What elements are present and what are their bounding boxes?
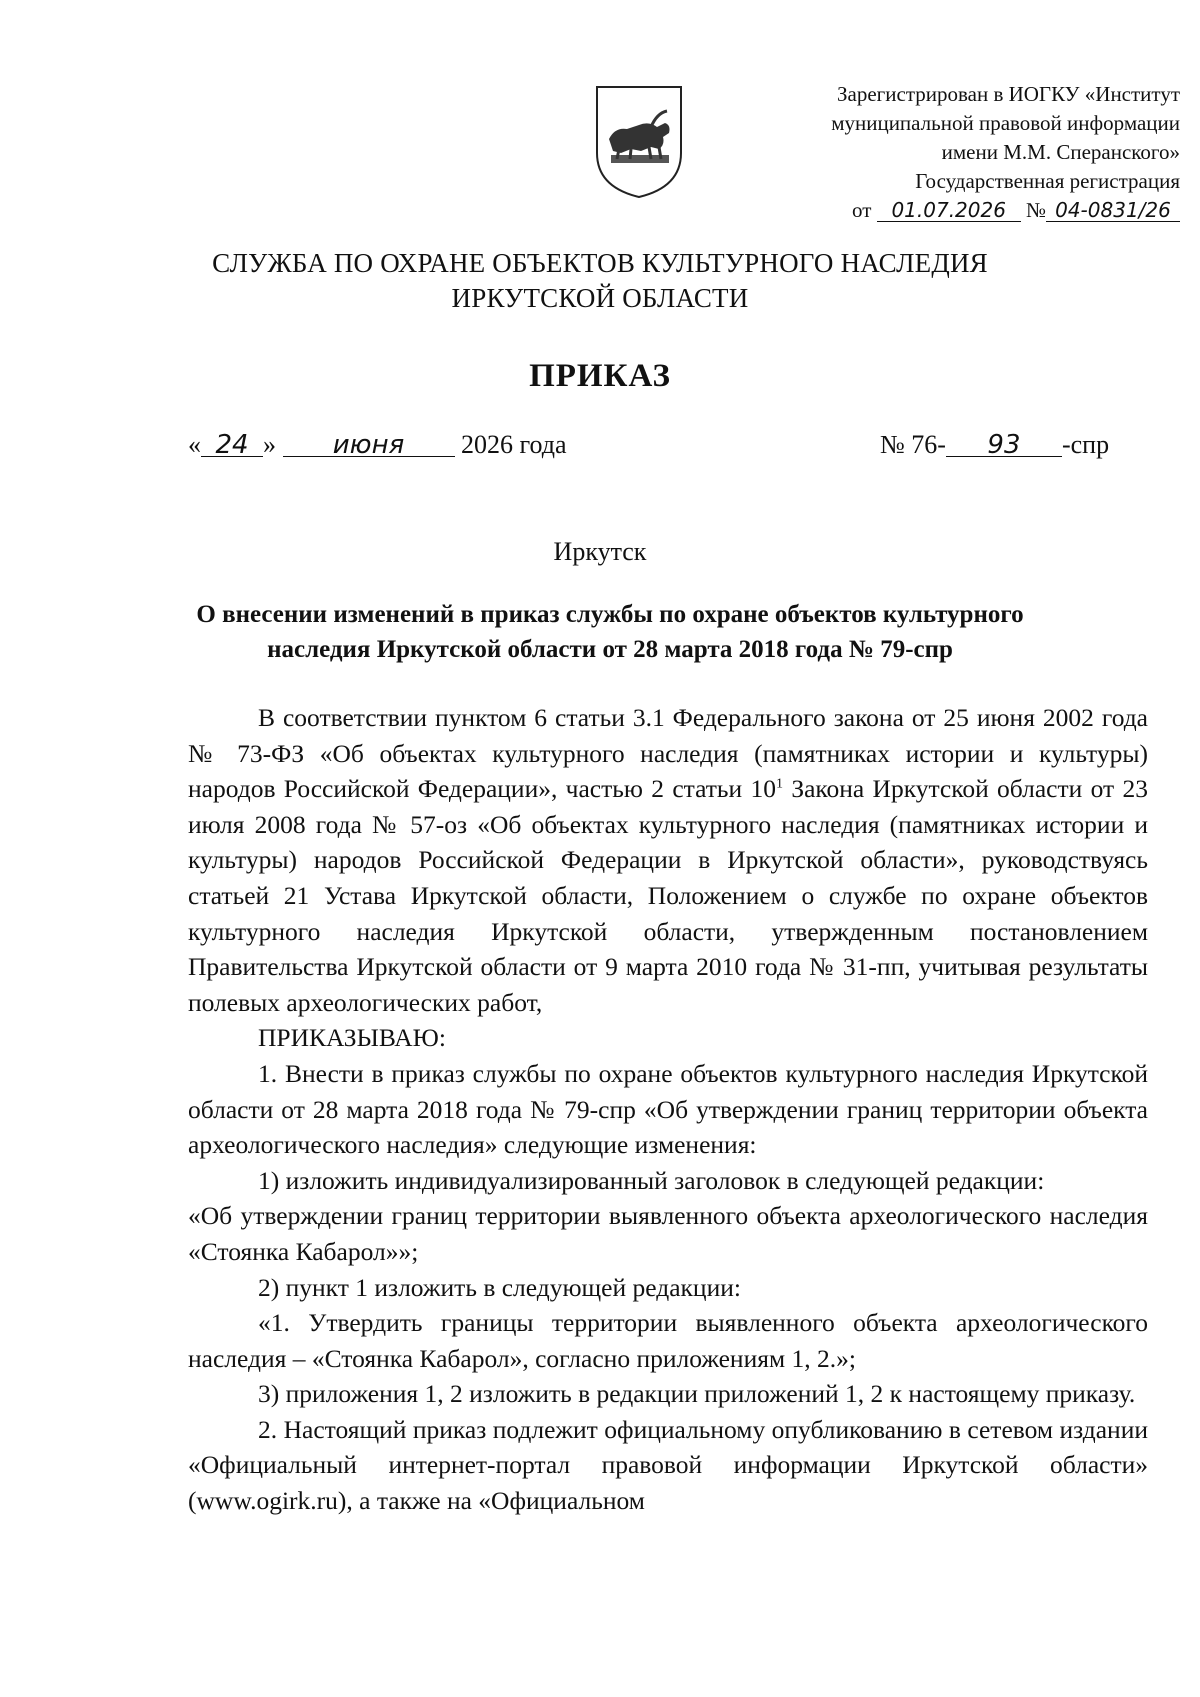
registration-line: муниципальной правовой информации xyxy=(831,111,1180,135)
registration-number-prefix: № xyxy=(1025,198,1046,222)
order-number-value: 93 xyxy=(946,434,1062,457)
order-date xyxy=(188,430,567,460)
registration-line: Зарегистрирован в ИОГКУ «Институт xyxy=(836,82,1180,106)
agency-name xyxy=(150,246,1050,316)
subject-line: наследия Иркутской области от 28 марта 2018 года № 79-спр xyxy=(267,636,953,663)
superscript: 1 xyxy=(776,776,783,792)
document-title: ПРИКАЗ xyxy=(529,358,671,394)
city: Иркутск xyxy=(553,537,647,566)
order-body xyxy=(188,700,1148,1519)
agency-name-line: ИРКУТСКОЙ ОБЛАСТИ xyxy=(451,283,749,313)
quoted-text: «Об утверждении границ территории выявленного объекта археологического наследия «Стоянка Кабарол»»; xyxy=(188,1201,1148,1266)
order-subitem: 2) пункт 1 изложить в следующей редакции: xyxy=(258,1272,741,1302)
order-subitem: 1) изложить индивидуализированный заголовок в следующей редакции: xyxy=(258,1165,1045,1195)
registration-date-line xyxy=(760,196,1180,225)
order-subitem: 3) приложения 1, 2 изложить в редакции приложений 1, 2 к настоящему приказу. xyxy=(258,1379,1136,1409)
date-close-quote: » xyxy=(263,430,276,459)
order-number xyxy=(880,430,1109,460)
order-number-prefix: № 76- xyxy=(880,430,946,459)
order-item: 2. Настоящий приказ подлежит официальному опубликованию в сетевом издании «Официальный интернет-портал правовой информации Иркутской области» (www.ogirk.ru), а также на «Официальном xyxy=(188,1414,1148,1516)
quoted-text: «1. Утвердить границы территории выявленного объекта археологического наследия – «Стоянка Кабарол», согласно приложениям 1, 2.»; xyxy=(188,1308,1148,1373)
order-number-suffix: -спр xyxy=(1061,430,1110,459)
preamble-text: Закона Иркутской области от 23 июля 2008 года № 57-оз «Об объектах культурного наследия (памятниках истории и культуры) народов Российской Федерации в Иркутской области», руководствуясь статьей 21 Устава Иркутской области, Положением о службе по охране объектов культурного наследия Иркутской области, утвержденным постановлением Правительства Иркутской области от 9 марта 2010 года № 31-пп, учитывая результаты полевых археологических работ, xyxy=(188,774,1148,1017)
subject-line: О внесении изменений в приказ службы по охране объектов культурного xyxy=(196,601,1024,628)
registration-date-prefix: от xyxy=(852,198,872,222)
registration-line: имени М.М. Сперанского» xyxy=(941,140,1180,164)
order-year: 2026 года xyxy=(461,430,567,459)
order-subject xyxy=(170,597,1050,667)
registration-stamp xyxy=(760,80,1180,225)
preamble-paragraph xyxy=(188,700,1148,1020)
order-month: июня xyxy=(283,434,455,457)
order-word: ПРИКАЗЫВАЮ: xyxy=(258,1023,446,1053)
date-open-quote: « xyxy=(188,430,201,459)
registration-line: Государственная регистрация xyxy=(915,169,1180,193)
order-day: 24 xyxy=(201,434,263,457)
irkutsk-coat-of-arms-icon xyxy=(591,83,687,201)
agency-name-line: СЛУЖБА ПО ОХРАНЕ ОБЪЕКТОВ КУЛЬТУРНОГО НАСЛЕДИЯ xyxy=(212,248,988,278)
registration-number: 04-0831/26 xyxy=(1046,199,1180,222)
order-item: 1. Внести в приказ службы по охране объектов культурного наследия Иркутской области от 28 марта 2018 года № 79-спр «Об утверждении границ территории объекта археологического наследия» следующие изменения: xyxy=(188,1058,1148,1160)
preamble-text: В соответствии пунктом 6 статьи 3.1 Федерального закона от 25 июня 2002 года № 73-ФЗ «Об объектах культурного наследия (памятниках истории и культуры) народов Российской Федерации», частью 2 статьи 10 xyxy=(188,703,1148,804)
registration-date: 01.07.2026 xyxy=(877,199,1021,222)
